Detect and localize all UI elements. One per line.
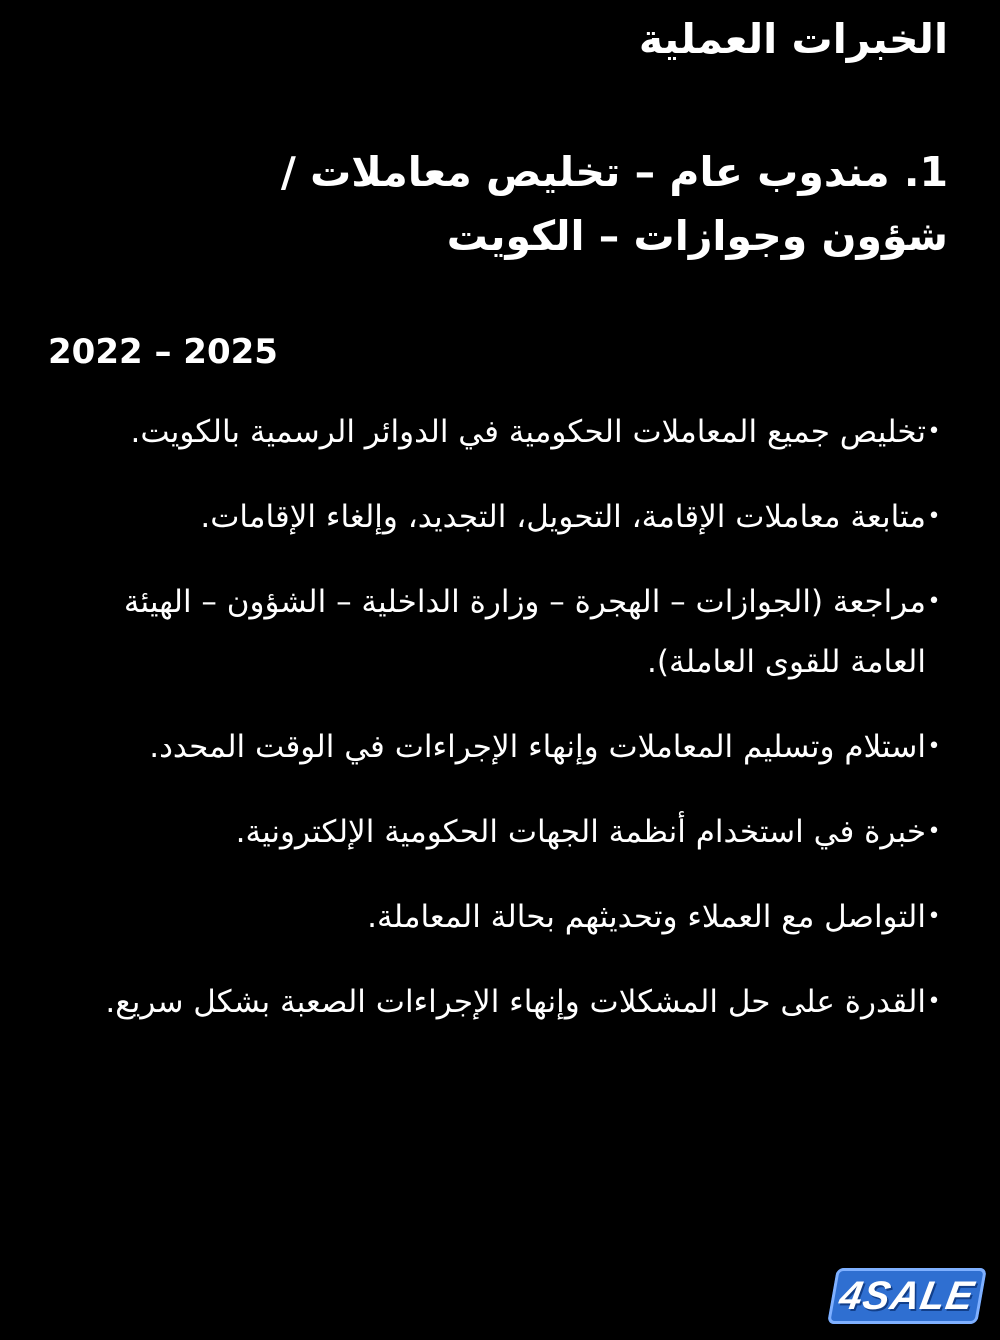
duty-item <box>72 487 942 547</box>
duties-list <box>72 402 942 1057</box>
duty-text: متابعة معاملات الإقامة، التحويل، التجديد، وإلغاء الإقامات. <box>200 499 926 535</box>
duty-text: تخليص جميع المعاملات الحكومية في الدوائر الرسمية بالكويت. <box>130 414 926 450</box>
duty-text: خبرة في استخدام أنظمة الجهات الحكومية الإلكترونية. <box>235 814 926 850</box>
bullet-icon: • <box>927 819 941 844</box>
bullet-icon: • <box>927 419 941 444</box>
bullet-icon: • <box>927 904 941 929</box>
duty-text: مراجعة (الجوازات – الهجرة – وزارة الداخلية – الشؤون – الهيئة العامة للقوى العاملة). <box>123 584 926 680</box>
duty-item <box>72 887 942 947</box>
duty-item <box>72 717 942 777</box>
logo-text: 4SALE <box>836 1273 978 1318</box>
duty-item <box>72 572 942 692</box>
duty-text: التواصل مع العملاء وتحديثهم بحالة المعاملة. <box>367 899 926 935</box>
4sale-logo <box>827 1268 987 1324</box>
duty-item <box>72 402 942 462</box>
section-title: الخبرات العملية <box>638 15 948 63</box>
bullet-icon: • <box>927 504 941 529</box>
job-period: 2022 – 2025 <box>48 332 278 372</box>
job-title: 1. مندوب عام – تخليص معاملات / شؤون وجوازات – الكويت <box>280 148 948 260</box>
duty-item <box>72 972 942 1032</box>
bullet-icon: • <box>927 989 941 1014</box>
duty-item <box>72 802 942 862</box>
bullet-icon: • <box>927 734 941 759</box>
duty-text: استلام وتسليم المعاملات وإنهاء الإجراءات في الوقت المحدد. <box>149 729 926 765</box>
bullet-icon: • <box>927 589 941 614</box>
duty-text: القدرة على حل المشكلات وإنهاء الإجراءات الصعبة بشكل سريع. <box>105 984 926 1020</box>
